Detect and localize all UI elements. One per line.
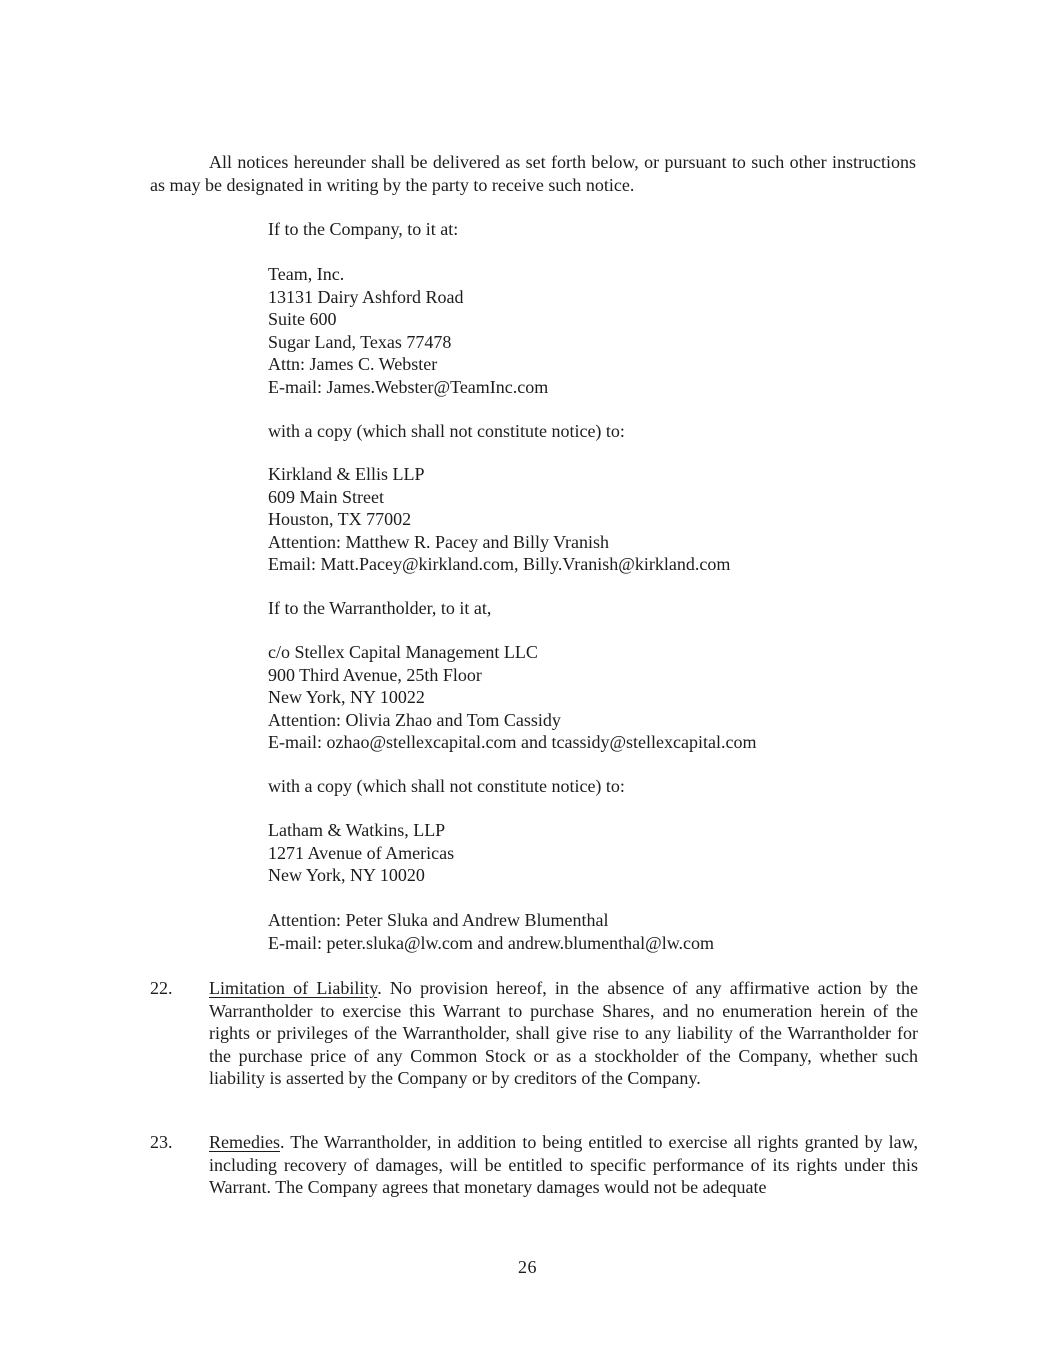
warrantholder-copy-address-block [268, 819, 888, 887]
company-copy-email-line: Email: Matt.Pacey@kirkland.com, Billy.Vranish@kirkland.com [268, 554, 731, 574]
address-line: Team, Inc. [268, 264, 345, 284]
warrantholder-copy-email-line: E-mail: peter.sluka@lw.com and andrew.blumenthal@lw.com [268, 932, 715, 953]
section-22-limitation-of-liability [150, 977, 918, 1090]
warrantholder-email-line: E-mail: ozhao@stellexcapital.com and tcassidy@stellexcapital.com [268, 732, 757, 752]
company-copy-lead-text: with a copy (which shall not constitute notice) to: [268, 421, 625, 441]
company-notice-lead [268, 218, 888, 241]
address-line: 609 Main Street [268, 486, 384, 507]
address-line: 900 Third Avenue, 25th Floor [268, 664, 482, 685]
company-address-block [268, 263, 888, 398]
address-line: Attn: James C. Webster [268, 354, 438, 374]
section-text: . No provision hereof, in the absence of any affirmative action by the Warrantholder to exercise this Warrant to purchase Shares, and no enumeration herein of the rights or privileges of the Warrantholder, shall give rise to any liability of the Warrantholder for the purchase price of any Common Stock or as a stockholder of the Company, whether such liability is asserted by the Company or by creditors of the Company. [209, 978, 918, 1088]
section-23-remedies [150, 1131, 918, 1199]
section-number: 23. [150, 1132, 173, 1152]
attention-line: Attention: Peter Sluka and Andrew Blumenthal [268, 910, 609, 930]
address-line: Attention: Olivia Zhao and Tom Cassidy [268, 709, 561, 730]
warrantholder-lead-text: If to the Warrantholder, to it at, [268, 598, 492, 618]
section-text: . The Warrantholder, in addition to being entitled to exercise all rights granted by law, including recovery of damages, will be entitled to specific performance of its rights under this Warrant. The Company agrees that monetary damages would not be adequate [209, 1132, 918, 1197]
section-body [209, 1131, 918, 1199]
section-heading: Limitation of Liability [209, 978, 378, 998]
address-line: New York, NY 10020 [268, 865, 425, 885]
company-email-line: E-mail: James.Webster@TeamInc.com [268, 376, 549, 397]
warrantholder-copy-lead [268, 775, 888, 798]
warrantholder-copy-lead-text: with a copy (which shall not constitute notice) to: [268, 776, 625, 796]
address-line: Latham & Watkins, LLP [268, 820, 446, 840]
address-line: Attention: Matthew R. Pacey and Billy Vranish [268, 531, 610, 552]
section-number: 22. [150, 978, 173, 998]
address-line: c/o Stellex Capital Management LLC [268, 642, 538, 662]
page-number: 26 [518, 1257, 537, 1277]
address-line: New York, NY 10022 [268, 687, 425, 707]
address-line: 1271 Avenue of Americas [268, 842, 455, 863]
notices-intro-paragraph: All notices hereunder shall be delivered as set forth below, or pursuant to such other instructions as may be designated in writing by the party to receive such notice. [150, 152, 916, 195]
address-line: Suite 600 [268, 309, 337, 329]
warrantholder-address-block [268, 641, 888, 754]
address-line: Kirkland & Ellis LLP [268, 464, 425, 484]
address-line: Houston, TX 77002 [268, 509, 412, 529]
company-copy-lead [268, 420, 888, 443]
section-body [209, 977, 918, 1090]
company-lead-text: If to the Company, to it at: [268, 219, 459, 239]
section-heading: Remedies [209, 1132, 280, 1152]
address-line: Sugar Land, Texas 77478 [268, 331, 452, 352]
warrantholder-notice-lead [268, 597, 888, 620]
warrantholder-copy-attention-block [268, 909, 888, 954]
company-copy-address-block [268, 463, 888, 576]
address-line: 13131 Dairy Ashford Road [268, 286, 464, 307]
